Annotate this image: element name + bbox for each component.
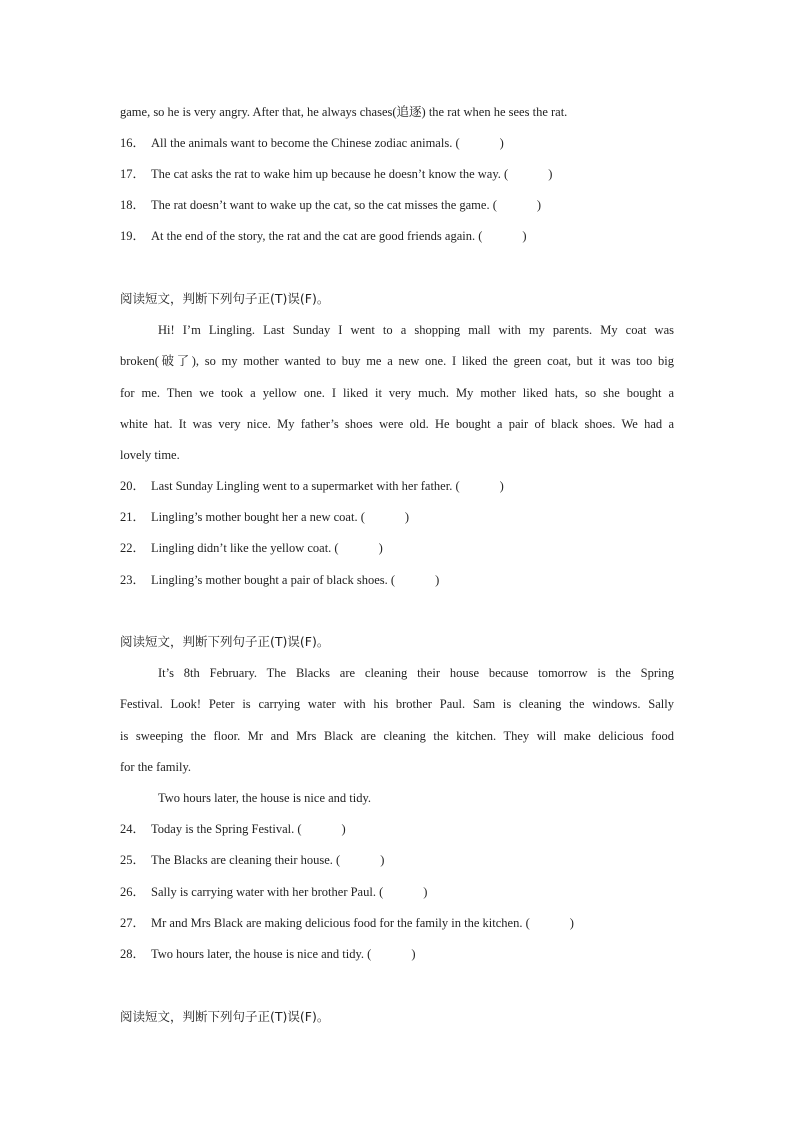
question-number: 24． — [120, 822, 146, 836]
question-text: All the animals want to become the Chinese zodiac animals. ( — [151, 136, 460, 150]
answer-blank[interactable] — [371, 946, 411, 962]
question-26 — [120, 884, 674, 900]
passage-line: broken(破了), so my mother wanted to buy me a new one. I liked the green coat, but it was too big — [120, 354, 674, 368]
question-16 — [120, 135, 674, 151]
answer-blank[interactable] — [395, 572, 435, 588]
answer-blank[interactable] — [460, 135, 500, 151]
question-19 — [120, 228, 674, 244]
question-text: Mr and Mrs Black are making delicious food for the family in the kitchen. ( — [151, 916, 530, 930]
question-number: 28． — [120, 947, 146, 961]
close-paren: ) — [404, 510, 410, 524]
question-27 — [120, 915, 674, 931]
question-text: The rat doesn’t want to wake up the cat, so the cat misses the game. ( — [151, 198, 497, 212]
answer-blank[interactable] — [383, 884, 423, 900]
question-text: The Blacks are cleaning their house. ( — [151, 853, 341, 867]
question-text: At the end of the story, the rat and the cat are good friends again. ( — [151, 229, 483, 243]
section-heading: 阅读短文，判断下列句子正(T)误(F)。 — [120, 1009, 330, 1024]
passage-line: for me. Then we took a yellow one. I liked it very much. My mother liked hats, so she bought a — [120, 386, 674, 400]
question-number: 18． — [120, 198, 146, 212]
close-paren: ) — [380, 853, 385, 867]
close-paren: ) — [536, 198, 542, 212]
question-text: The cat asks the rat to wake him up because he doesn’t know the way. ( — [151, 167, 509, 181]
question-number: 27． — [120, 916, 146, 930]
question-21 — [120, 509, 674, 525]
passage-line: Hi! I’m Lingling. Last Sunday I went to a shopping mall with my parents. My coat was — [158, 323, 674, 337]
question-25 — [120, 852, 674, 868]
close-paren: ) — [499, 136, 504, 150]
question-number: 22． — [120, 541, 146, 555]
question-number: 23． — [120, 573, 146, 587]
answer-blank[interactable] — [340, 852, 380, 868]
answer-blank[interactable] — [497, 197, 537, 213]
close-paren: ) — [548, 167, 553, 181]
close-paren: ) — [522, 229, 527, 243]
passage-line: Festival. Look! Peter is carrying water with his brother Paul. Sam is cleaning the windows. Sally — [120, 697, 674, 711]
passage-line: is sweeping the floor. Mr and Mrs Black are cleaning the kitchen. They will make delicious food — [120, 729, 674, 743]
question-20 — [120, 478, 674, 494]
question-number: 26． — [120, 885, 146, 899]
question-text: Two hours later, the house is nice and tidy. ( — [151, 947, 372, 961]
section-heading: 阅读短文，判断下列句子正(T)误(F)。 — [120, 634, 330, 649]
question-17 — [120, 166, 674, 182]
question-number: 19． — [120, 229, 146, 243]
answer-blank[interactable] — [530, 915, 570, 931]
close-paren: ) — [435, 573, 440, 587]
answer-blank[interactable] — [339, 540, 379, 556]
answer-blank[interactable] — [482, 228, 522, 244]
close-paren: ) — [378, 541, 383, 555]
passage-line: white hat. It was very nice. My father’s shoes were old. He bought a pair of black shoes. We had a — [120, 417, 674, 431]
question-text: Lingling’s mother bought her a new coat. ( — [151, 510, 365, 524]
question-number: 17． — [120, 167, 146, 181]
question-text: Lingling’s mother bought a pair of black shoes. ( — [151, 573, 396, 587]
question-text: Today is the Spring Festival. ( — [151, 822, 302, 836]
question-24 — [120, 821, 674, 837]
question-18 — [120, 197, 674, 213]
question-text: Last Sunday Lingling went to a supermarket with her father. ( — [151, 479, 460, 493]
close-paren: ) — [499, 479, 504, 493]
question-number: 20． — [120, 479, 146, 493]
question-28 — [120, 946, 674, 962]
passage-line: Two hours later, the house is nice and tidy. — [158, 791, 372, 805]
close-paren: ) — [411, 947, 416, 961]
passage-line: lovely time. — [120, 448, 180, 462]
question-text: Sally is carrying water with her brother Paul. ( — [151, 885, 384, 899]
close-paren: ) — [423, 885, 428, 899]
question-23 — [120, 572, 674, 588]
question-number: 25． — [120, 853, 146, 867]
passage-line: It’s 8th February. The Blacks are cleaning their house because tomorrow is the Spring — [158, 666, 674, 680]
answer-blank[interactable] — [460, 478, 500, 494]
answer-blank[interactable] — [302, 821, 342, 837]
close-paren: ) — [341, 822, 346, 836]
question-text: Lingling didn’t like the yellow coat. ( — [151, 541, 339, 555]
question-number: 21． — [120, 510, 146, 524]
question-22 — [120, 540, 674, 556]
close-paren: ) — [569, 916, 574, 930]
passage-line: for the family. — [120, 760, 192, 774]
section-heading: 阅读短文，判断下列句子正(T)误(F)。 — [120, 291, 330, 306]
passage-tail: game, so he is very angry. After that, he always chases(追逐) the rat when he sees the rat. — [120, 105, 568, 119]
question-number: 16． — [120, 136, 146, 150]
answer-blank[interactable] — [508, 166, 548, 182]
answer-blank[interactable] — [365, 509, 405, 525]
